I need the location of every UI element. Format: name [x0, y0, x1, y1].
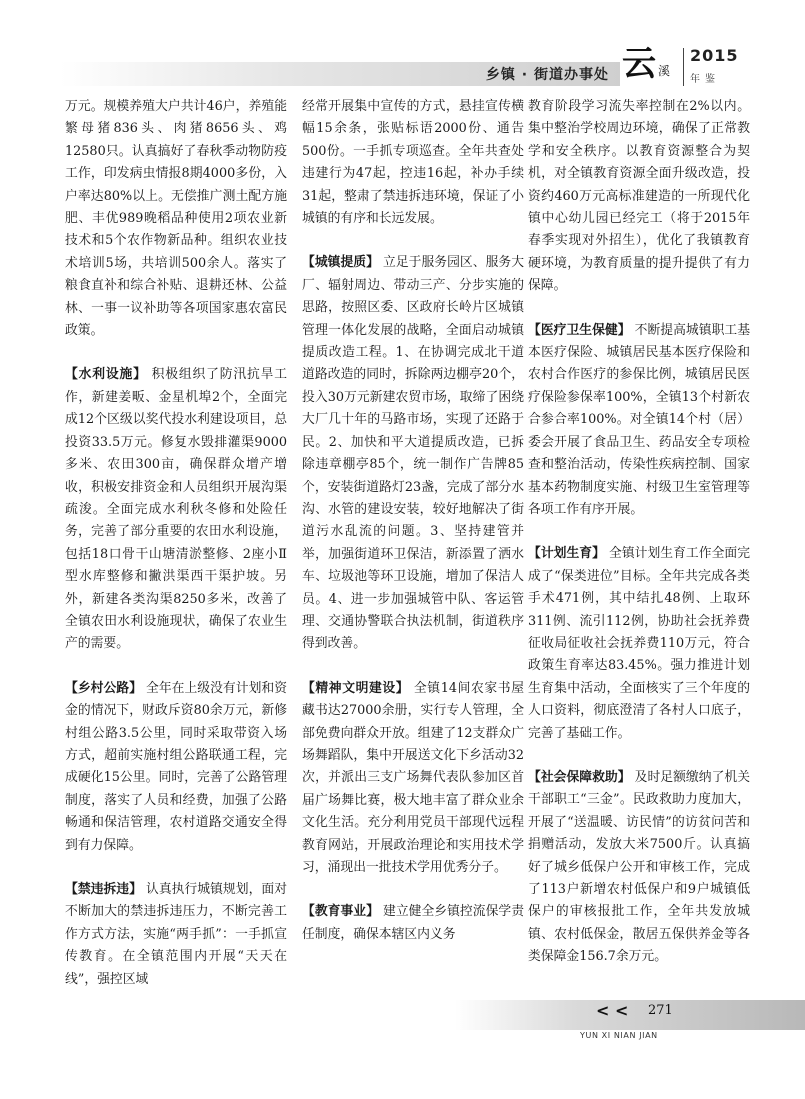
paragraph: [65, 879, 287, 991]
paragraph: [302, 252, 524, 655]
paragraph-text: 积极组织了防汛抗旱工作，新建姜畈、金星机埠2个，全面完成12个区级以奖代投水利建设项目，总投资33.5万元。修复水毁排灌渠9000多米、农田300亩，确保群众增产增收，积极安排资金和人员组织开展沟渠疏浚。全面完成水利秋冬修和处险任务，完善了部分重要的农田水利设施，包括18口骨干山塘清淤整修、2座小Ⅱ型水库整修和撇洪渠西干渠护坡。另外，新建各类沟渠8250多米，改善了全镇农田水利设施现状，确保了农业生产的需要。: [65, 367, 288, 652]
paragraph: [528, 96, 750, 298]
section-heading: 【禁违拆违】: [65, 882, 142, 897]
paragraph-text: 及时足额缴纳了机关干部职工“三金”。民政救助力度加大，开展了“送温暖、访民情”的访贫问苦和捐赠活动，发放大米7500斤。认真搞好了城乡低保户公开和审核工作，完成了113户新增农村低保户和9户城镇低保户的审核报批工作，全年共发放城镇、农村低保金，散居五保供养金等各类保障金156.7余万元。: [528, 769, 751, 965]
paragraph-text: 立足于服务园区、服务大厂、辐射周边、带动三产、分步实施的思路，按照区委、区政府长岭片区城镇管理一体化发展的战略，全面启动城镇提质改造工程。1、在协调完成北干道道路改造的同时，拆除两边棚亭20个，投入30万元新建农贸市场，取缔了困绕大厂几十年的马路市场，实现了还路于民。2、加快和平大道提质改造，已拆除违章棚亭85个，统一制作广告牌85个，安装街道路灯23盏，完成了部分水沟、水管的建设安装，较好地解决了街道污水乱流的问题。3、坚持建管并举，加强街道环卫保洁，新添置了洒水车、垃圾池等环卫设施，增加了保洁人员。4、进一步加强城管中队、客运管理、交通协警联合执法机制，街道秩序得到改善。: [302, 255, 525, 652]
paragraph: [65, 364, 287, 655]
paragraph: [65, 678, 287, 857]
section-heading: 【水利设施】: [65, 367, 147, 383]
page-arrow-icon: < <: [596, 1001, 629, 1020]
text-column-3: [528, 96, 751, 965]
page-number: 271: [648, 1003, 673, 1018]
section-heading: 【乡村公路】: [65, 680, 142, 696]
section-title: 乡镇 · 街道办事处: [485, 67, 609, 83]
section-heading: 【社会保障救助】: [528, 769, 631, 785]
yearbook-logo-sub: 溪: [658, 64, 671, 78]
header-year: 2015: [690, 46, 739, 65]
paragraph-text: 万元。规模养殖大户共计46户，养殖能繁母猪836头、肉猪8656头、鸡12580只。认真搞好了春秋季动物防疫工作，印发病虫情报8期4000多份，入户率达80%以上。无偿推广测土配方施肥、丰优989晚稻品种使用2项农业新技术和5个农作物新品种。组织农业技术培训5场，共培训500余人。落实了粮食直补和综合补贴、退耕还林、公益林、一事一议补助等各项国家惠农富民政策。: [65, 99, 287, 339]
yearbook-logo: 云: [622, 44, 656, 84]
paragraph-text: 教育阶段学习流失率控制在2%以内。集中整治学校周边环境，确保了正常教学和安全秩序。以教育资源整合为契机，对全镇教育资源全面升级改造，投资约460万元高标准建造的一所现代化镇中心幼儿园已经完工（将于2015年春季实现对外招生），优化了我镇教育硬环境，为教育质量的提升提供了有力保障。: [528, 99, 750, 294]
paragraph: [302, 901, 524, 946]
paragraph-text: 全镇计划生育工作全面完成了“保类进位”目标。全年共完成各类手术471例，其中结扎48例、上取环311例、流引112例，协助社会抚养费征收局征收社会抚养费110万元，符合政策生育率达83.45%。强力推进计划生育集中活动，全面核实了三个年度的人口资料，彻底澄清了各村人口底子，完善了基础工作。: [528, 546, 751, 741]
paragraph: [528, 543, 750, 745]
footer-subtitle: YUN XI NIAN JIAN: [580, 1031, 658, 1040]
section-heading: 【精神文明建设】: [302, 680, 410, 696]
section-heading: 【教育事业】: [302, 904, 379, 920]
text-column-1: [65, 96, 288, 987]
paragraph: [528, 320, 750, 522]
text-column-2: [302, 96, 525, 942]
footer-band: [455, 1000, 805, 1030]
paragraph: [302, 96, 524, 230]
paragraph-text: 不断提高城镇职工基本医疗保险、城镇居民基本医疗保险和农村合作医疗的参保比例，城镇居民医疗保险参保率100%，全镇13个村新农合参合率100%。对全镇14个村（居）委会开展了食品卫生、药品安全专项检查和整治活动，传染性疾病控制、国家基本药物制度实施、村级卫生室管理等各项工作有序开展。: [528, 322, 751, 517]
header-yearbook-label: 年鉴: [690, 74, 720, 85]
paragraph: [302, 678, 524, 880]
paragraph: [528, 767, 750, 969]
paragraph-text: 认真执行城镇规划，面对不断加大的禁违拆违压力，不断完善工作方式方法，实施“两手抓”：一手抓宣传教育。在全镇范围内开展“天天在线”，强控区域: [65, 882, 288, 987]
paragraph-text: 全镇14间农家书屋藏书达27000余册，实行专人管理，全部免费向群众开放。组建了12支群众广场舞蹈队，集中开展送文化下乡活动32次，并派出三支广场舞代表队参加区首届广场舞比赛，极大地丰富了群众业余文化生活。充分利用党员干部现代远程教育网站，开展政治理论和实用技术学习，涌现出一批技术学用优秀分子。: [302, 680, 524, 875]
paragraph-text: 全年在上级没有计划和资金的情况下，财政斥资80余万元，新修村组公路3.5公里，同时采取带资入场方式，超前实施村组公路联通工程，完成硬化15公里。同时，完善了公路管理制度，落实了人员和经费，加强了公路畅通和保洁管理，农村道路交通安全得到有力保障。: [65, 680, 288, 853]
section-heading: 【计划生育】: [528, 546, 605, 562]
section-heading: 【医疗卫生保健】: [528, 322, 631, 338]
paragraph-text: 建立健全乡镇控流保学责任制度，确保本辖区内义务: [302, 904, 525, 942]
paragraph-text: 经常开展集中宣传的方式，悬挂宣传横幅15余条，张贴标语2000份、通告500份。一手抓专项巡查。全年共查处违建行为47起，控违16起，补办手续31起，整肃了禁违拆违环境，保证了小城镇的有序和长远发展。: [302, 99, 524, 227]
section-heading: 【城镇提质】: [302, 255, 379, 271]
paragraph: [65, 96, 287, 342]
page-header: [0, 0, 805, 95]
header-divider: [683, 48, 684, 86]
